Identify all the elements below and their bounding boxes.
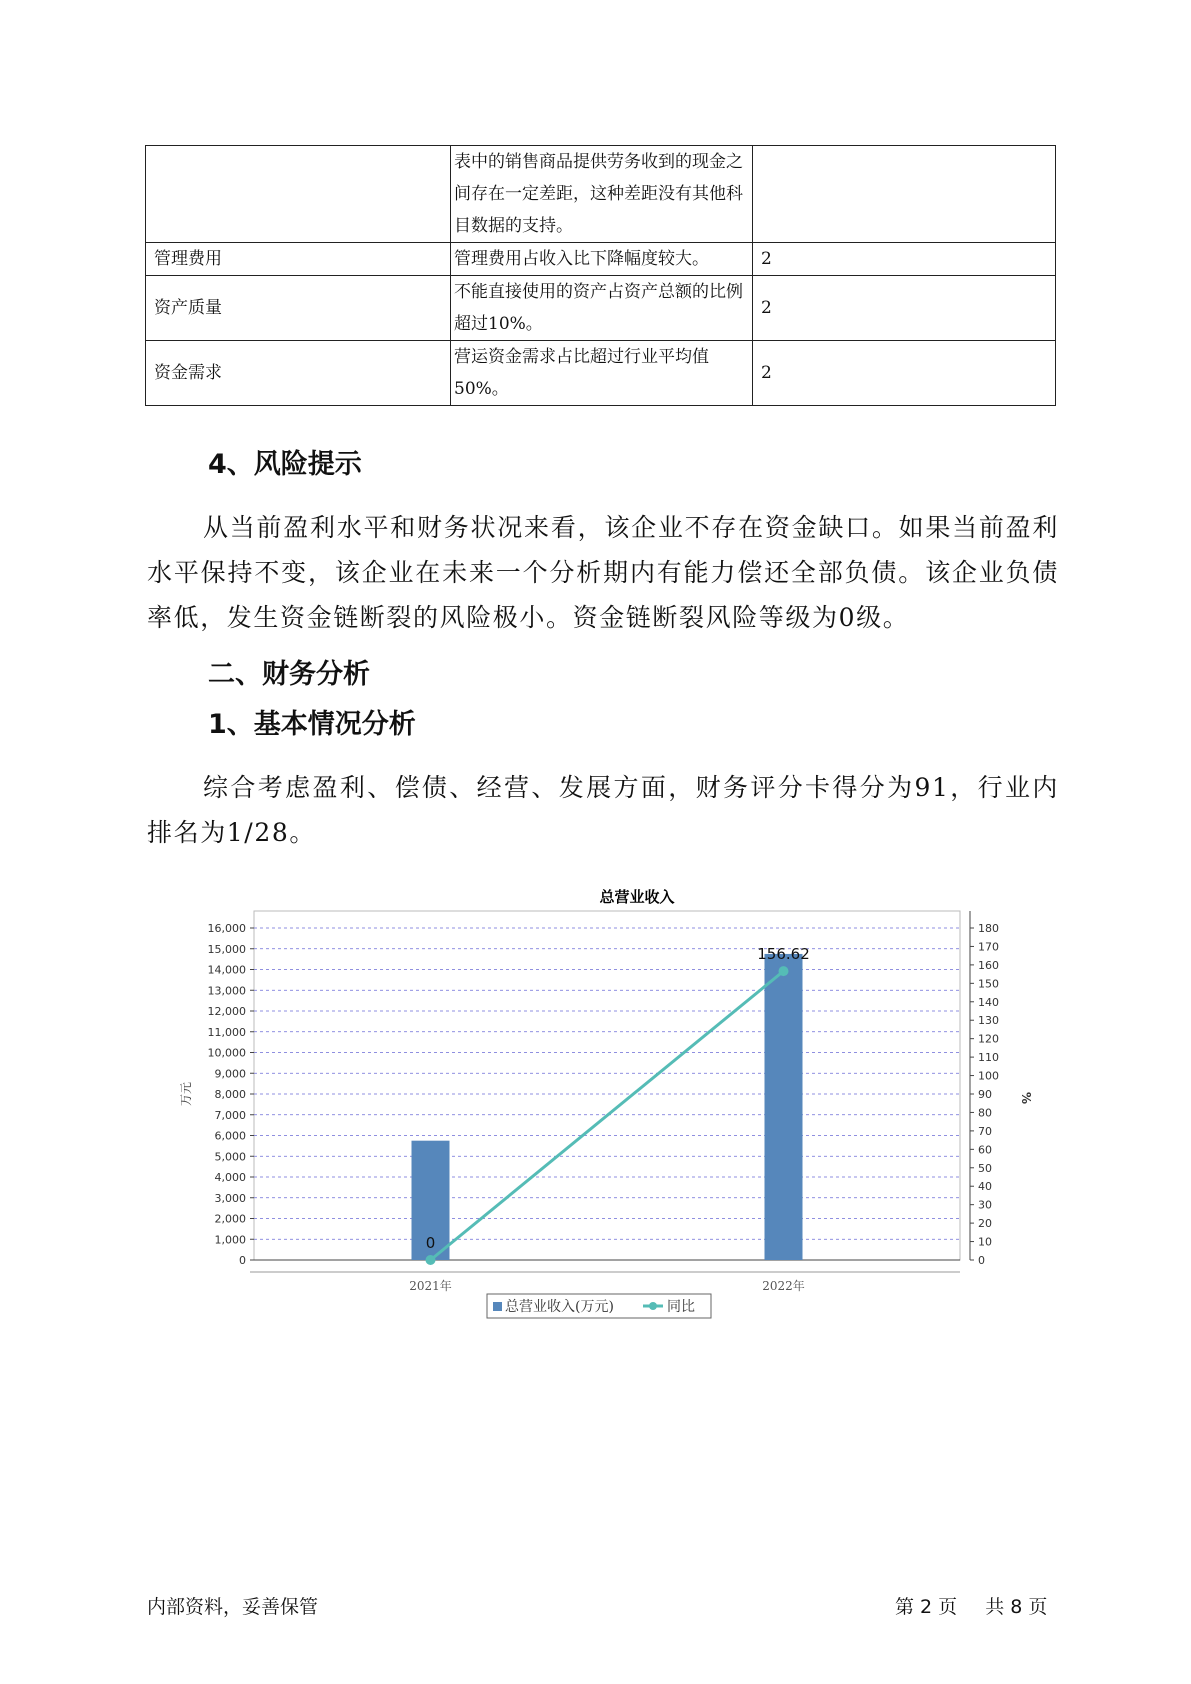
table-cell-level: 2 [753,341,1056,406]
revenue-chart [170,880,1033,1335]
y-right-tick-label: 30 [978,1198,992,1212]
y-right-tick-label: 160 [978,958,999,972]
table-cell-desc: 营运资金需求占比超过行业平均值50%。 [451,341,753,406]
y-tick-label: 12,000 [207,1005,246,1018]
yoy-point [779,966,789,976]
y-tick-label: 13,000 [207,984,246,998]
y-right-tick-label: 130 [978,1014,999,1028]
table-row [146,243,1056,276]
y-right-tick-label: 100 [978,1069,999,1083]
table-row [146,341,1056,406]
basic-heading: 1、基本情况分析 [208,709,416,740]
table-cell-desc: 不能直接使用的资产占资产总额的比例超过10%。 [451,276,753,341]
finance-heading: 二、财务分析 [208,659,370,690]
y-right-tick-label: 80 [978,1106,992,1120]
y-tick-label: 16,000 [207,922,246,935]
y-right-tick-label: 140 [978,995,999,1009]
y-tick-label: 14,000 [207,963,246,977]
y-tick-label: 0 [239,1254,246,1267]
basic-paragraph: 综合考虑盈利、偿债、经营、发展方面，财务评分卡得分为91，行业内排名为1/28。 [147,773,1059,847]
y-tick-label: 7,000 [214,1108,246,1122]
table-cell-level [753,146,1056,243]
y-tick-label: 9,000 [214,1067,246,1081]
y-right-tick-label: 90 [978,1088,992,1101]
table-cell-item: 资产质量 [146,276,451,341]
y-tick-label: 8,000 [214,1088,246,1101]
footer-page [895,1592,1047,1619]
y-tick-label: 10,000 [207,1046,246,1060]
chart-title: 总营业收入 [599,888,675,906]
y-tick-label: 4,000 [214,1171,246,1184]
data-label: 156.62 [757,945,810,964]
data-label: 0 [425,1234,436,1252]
legend-bar-label: 总营业收入(万元) [505,1299,614,1315]
x-tick-label: 2021年 [409,1279,452,1293]
y-right-tick-label: 0 [978,1254,985,1267]
risk-table [145,145,1056,406]
y-right-axis-label: % [1019,1091,1033,1105]
table-cell-desc: 表中的销售商品提供劳务收到的现金之间存在一定差距，这种差距没有其他科目数据的支持。 [451,146,753,243]
legend-line-label: 同比 [667,1299,695,1315]
risk-paragraph: 从当前盈利水平和财务状况来看，该企业不存在资金缺口。如果当前盈利水平保持不变，该企业在未来一个分析期内有能力偿还全部负债。该企业负债率低，发生资金链断裂的风险极小。资金链断裂风险等级为0级。 [147,513,1059,632]
y-right-tick-label: 20 [978,1217,992,1231]
y-right-tick-label: 70 [978,1124,992,1138]
risk-heading: 4、风险提示 [208,449,362,480]
yoy-line [431,971,784,1260]
table-row [146,276,1056,341]
y-axis-label: 万元 [179,1081,193,1107]
yoy-point [426,1255,436,1265]
x-tick-label: 2022年 [762,1279,805,1293]
y-right-tick-label: 40 [978,1180,992,1194]
table-cell-level: 2 [753,276,1056,341]
y-tick-label: 11,000 [207,1025,246,1039]
legend-line-marker [649,1302,657,1310]
y-right-tick-label: 50 [978,1161,992,1175]
table-cell-item [146,146,451,243]
y-right-tick-label: 60 [978,1143,992,1157]
y-right-tick-label: 180 [978,922,999,935]
y-right-tick-label: 110 [978,1051,999,1065]
table-cell-item: 资金需求 [146,341,451,406]
footer-note: 内部资料，妥善保管 [147,1596,319,1618]
y-tick-label: 3,000 [214,1191,246,1205]
y-right-tick-label: 120 [978,1032,999,1046]
page-total: 共 8 页 [985,1596,1048,1618]
y-tick-label: 5,000 [214,1150,246,1164]
y-tick-label: 15,000 [207,942,246,956]
table-cell-level: 2 [753,243,1056,276]
legend-bar-swatch [493,1302,502,1311]
y-tick-label: 1,000 [214,1233,246,1247]
plot-frame [254,911,960,1260]
table-cell-item: 管理费用 [146,243,451,276]
y-tick-label: 2,000 [214,1212,246,1226]
y-right-tick-label: 150 [978,977,999,991]
y-tick-label: 6,000 [214,1129,246,1143]
table-cell-desc: 管理费用占收入比下降幅度较大。 [451,243,753,276]
page-number: 第 2 页 [895,1596,958,1618]
table-row [146,146,1056,243]
y-right-tick-label: 10 [978,1235,992,1249]
y-right-tick-label: 170 [978,940,999,954]
bar [765,954,803,1260]
